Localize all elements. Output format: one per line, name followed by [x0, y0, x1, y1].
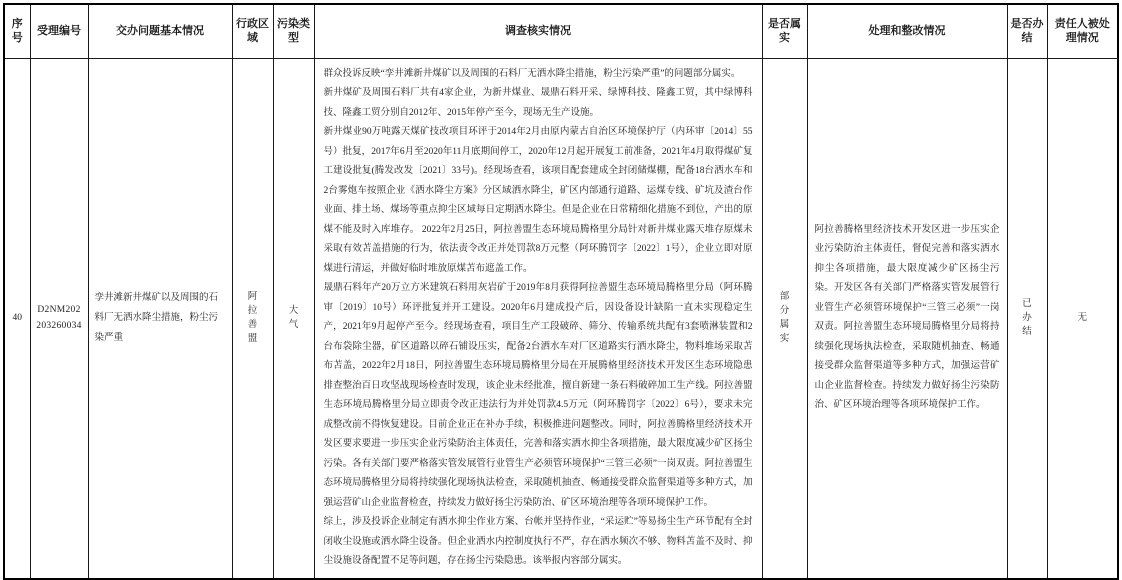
- col-header-seq: 序号: [4, 4, 30, 58]
- cell-handling: 阿拉善腾格里经济技术开发区进一步压实企业污染防治主体责任，督促完善和落实洒水抑尘各项措施，最大限度减少矿区扬尘污染。开发区各有关部门严格落实管发展管行业管生产必须管环境保护“三管三必须”一岗双责。阿拉善盟生态环境局腾格里分局将持续强化现场执法检查，采取随机抽查、畅通接受群众监督渠道等多种方式，加强运营矿山企业监督检查。持续发力做好扬尘污染防治、矿区环境治理等各项环境保护工作。: [807, 58, 1007, 579]
- col-header-handling: 处理和整改情况: [807, 4, 1007, 58]
- col-header-case-no: 受理编号: [30, 4, 88, 58]
- cell-region: [232, 58, 273, 579]
- investigation-paragraph: 新井煤矿及周围石料厂共有4家企业，为新井煤业、晟鼎石料开采、绿博科技、隆鑫工贸，其中绿博科技、隆鑫工贸分别自2012年、2015年停产至今，现场无生产设施。: [323, 88, 753, 118]
- cell-case-no: [30, 58, 88, 579]
- pollution-type-value: 大气: [288, 306, 299, 330]
- col-header-accountability: 责任人被处理情况: [1047, 4, 1118, 58]
- cell-pollution-type: [273, 58, 314, 579]
- complaint-handling-table: [3, 3, 1119, 580]
- investigation-paragraph: 新井煤业90万吨露天煤矿技改项目环评于2014年2月由原内蒙古自治区环境保护厅（内环审〔2014〕55号）批复，2017年6月至2020年11月底期间停工，2020年12月起开展复工前准备，2021年4月取得煤矿复工建设批复(腾发改发〔2021〕33号)。经现场查看，该项目配套建成全封闭储煤棚，配备18台洒水车和2台雾炮车按照企业《洒水降尘方案》分区域洒水降尘，矿区内部通行道路、运煤专线、矿坑及渣台作业面、排土场、煤场等重点抑尘区域每日定期洒水降尘。但是企业在日常精细化措施不到位，产出的原煤不能及时入库堆存。 2022年2月25日，阿拉善盟生态环境局腾格里分局针对新井煤业露天堆存原煤未采取有效苫盖措施的行为，依法责令改正并处罚款8万元整（阿环腾罚字〔2022〕1号），企业立即对原煤进行清运，并做好临时堆放原煤苫布遮盖工作。: [323, 127, 753, 274]
- cell-investigation: [314, 58, 762, 579]
- cell-problem: 孪井滩新井煤矿以及周围的石料厂无洒水降尘措施，粉尘污染严重: [88, 58, 232, 579]
- cell-seq: 40: [4, 58, 30, 579]
- col-header-problem: 交办问题基本情况: [88, 4, 232, 58]
- table-row: [4, 58, 1118, 579]
- is-true-value: 部分属实: [779, 292, 790, 344]
- col-header-investigation: 调查核实情况: [314, 4, 762, 58]
- case-number: D2NM202203260034: [36, 305, 82, 331]
- investigation-paragraph: 综上，涉及投诉企业制定有洒水抑尘作业方案、台帐并坚持作业，“采运贮”等易扬尘生产环节配有全封闭收尘设施或洒水降尘设备。但企业洒水内控制度执行不严，存在洒水频次不够、物料苫盖不及时、抑尘设施设备配置不足等问题，存在扬尘污染隐患。该举报内容部分属实。: [323, 517, 753, 566]
- cell-is-closed: [1007, 58, 1047, 579]
- investigation-paragraph: 群众投诉反映“孪井滩新井煤矿以及周围的石料厂无洒水降尘措施，粉尘污染严重”的问题部分属实。: [323, 68, 741, 79]
- report-table-page: [3, 3, 1119, 566]
- cell-is-true: [762, 58, 807, 579]
- is-closed-value: 已办结: [1022, 299, 1032, 337]
- col-header-region: 行政区域: [232, 4, 273, 58]
- header-row: [4, 4, 1118, 58]
- investigation-paragraph: 晟鼎石料年产20万立方米建筑石料用灰岩矿于2019年8月获得阿拉善盟生态环境局腾格里分局（阿环腾审〔2019〕10号）环评批复并开工建设。2020年6月建成投产后，因设备设计缺陷一直未实现稳定生产，2021年9月起停产至今。经现场查看，项目生产工段破碎、筛分、传输系统共配有3套喷淋装置和2台布袋除尘器，矿区道路以碎石铺设压实，配备2台洒水车对厂区道路实行洒水降尘，物料堆场采取苫布苫盖，2022年2月18日，阿拉善盟生态环境局腾格里分局在开展腾格里经济技术开发区生态环境隐患排查整治百日攻坚战现场检查时发现，该企业未经批准，擅自新建一条石料破碎加工生产线。阿拉善盟生态环境局腾格里分局立即责令改正违法行为并处罚款4.5万元（阿环腾罚字〔2022〕6号），要求未完成整改前不得恢复建设。目前企业正在补办手续，积极推进问题整改。同时，阿拉善腾格里经济技术开发区要求要进一步压实企业污染防治主体责任，完善和落实洒水抑尘各项措施，最大限度减少矿区扬尘污染。各有关部门要严格落实管发展管行业管生产必须管环境保护“三管三必须”一岗双责。阿拉善盟生态环境局腾格里分局将持续强化现场执法检查，采取随机抽查、畅通接受群众监督渠道等多种方式，加强运营矿山企业监督检查，持续发力做好扬尘污染防治、矿区环境治理等各项环境保护工作。: [323, 283, 753, 508]
- col-header-is-closed: 是否办结: [1007, 4, 1047, 58]
- col-header-is-true: 是否属实: [762, 4, 807, 58]
- region-value: 阿拉善盟: [247, 292, 258, 344]
- col-header-pollution-type: 污染类型: [273, 4, 314, 58]
- cell-accountability: 无: [1047, 58, 1118, 579]
